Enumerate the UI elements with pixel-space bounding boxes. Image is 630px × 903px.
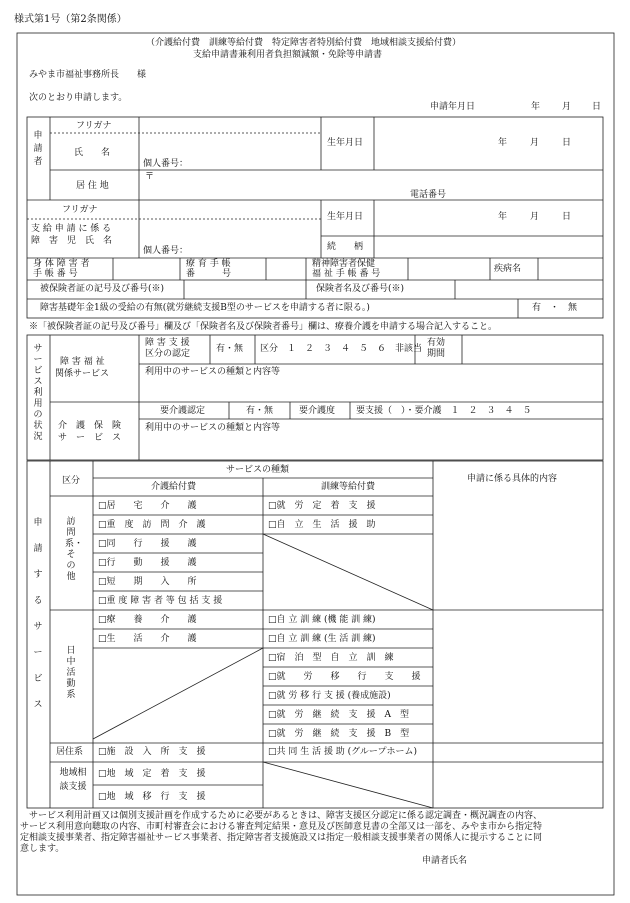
child-birth-month: 月 [530, 212, 540, 222]
applicant-side-label: 申請者 [33, 131, 43, 167]
service-jiritsu-kunren-kino[interactable]: □自 立 訓 練 (機 能 訓 練) [268, 615, 376, 625]
service-doko-engo[interactable]: □同 行 援 護 [98, 539, 197, 549]
physical-cert-label-1: 身 体 障 害 者 [33, 259, 90, 269]
service-kinds-header: サービスの種類 [226, 465, 290, 475]
support-cert-yesno: 有・無 [216, 344, 244, 354]
child-birth-day: 日 [562, 212, 572, 222]
valid-period-label-2: 期間 [427, 349, 446, 359]
service-kyodo-seikatsu-engo[interactable]: □共 同 生 活 援 助 (グループホーム) [268, 747, 417, 757]
date-day: 日 [592, 102, 602, 112]
houmon-category-label: 訪問系・その他 [65, 517, 84, 582]
service-kodo-engo[interactable]: □行 動 援 護 [98, 558, 197, 568]
insured-number-label: 被保険者証の記号及び番号(※) [40, 284, 165, 294]
child-personal-no-label: 個人番号： [143, 246, 189, 256]
care-level-label: 要介護度 [299, 406, 336, 416]
intro-text: 次のとおり申請します。 [29, 93, 128, 103]
applicant-personal-no-label: 個人番号： [143, 159, 189, 169]
applicant-birth-label: 生年月日 [327, 138, 364, 148]
child-birth-year: 年 [498, 212, 508, 222]
chiiki-category-label: 地域相談支援 [59, 768, 87, 792]
status-side-label: サービス利用の状況 [33, 344, 43, 442]
care-insurance-label-1: 介 護 保 険 [58, 421, 122, 431]
service-shuro-iko-yosei[interactable]: □就 労 移 行 支 援 (養成施設) [268, 691, 391, 701]
detail-header: 申請に係る具体的内容 [467, 474, 558, 484]
care-usage-label: 利用中のサービスの種類と内容等 [145, 423, 281, 433]
nicchu-category-label: 日中活動系 [66, 646, 76, 700]
applicant-birth-month: 月 [530, 138, 540, 148]
kaigo-header: 介護給付費 [151, 482, 197, 492]
care-level-options: 要支援（ ）・要介護 １ ２ ３ ４ ５ [356, 406, 532, 416]
child-relation-label: 続 柄 [327, 242, 364, 252]
service-shukuhaku-jiritsu-kunren[interactable]: □宿 泊 型 自 立 訓 練 [268, 653, 394, 663]
applicant-birth-year: 年 [498, 138, 508, 148]
consent-line1: サービス利用計画又は個別支援計画を作成するために必要があるときは、障害支援区分認定に係る認定調査・概況調査の内容、 [20, 811, 543, 821]
insurance-note: ※「被保険者証の記号及び番号」欄及び「保険者名及び保険者番号」欄は、療養介護を申請する場合記入すること。 [29, 322, 498, 332]
service-kyotaku-kaigo[interactable]: □居 宅 介 護 [98, 501, 197, 511]
applicant-postal-mark: 〒 [145, 172, 155, 182]
consent-line2: サービス利用意向聴取の内容、市町村審査会における審査判定結果・意見及び医師意見書の全部又は一部を、みやま市から指定特 [20, 822, 543, 832]
service-shuro-iko-shien[interactable]: □就 労 移 行 支 援 [268, 672, 421, 682]
services-side-label: 申請するサービス [33, 518, 43, 710]
applicant-name-label: 氏 名 [74, 148, 111, 158]
mental-cert-label-1: 精神障害者保健 [312, 259, 376, 269]
service-tanki-nyusho[interactable]: □短 期 入 所 [98, 577, 197, 587]
service-chiiki-teichaku-shien[interactable]: □地 域 定 着 支 援 [98, 769, 206, 779]
child-label-line1: 支 給 申 請 に 係 る [31, 224, 112, 234]
signer-label: 申請者氏名 [422, 856, 468, 866]
welfare-service-label-2: 関係サービス [55, 369, 110, 379]
care-cert-yesno: 有・無 [246, 406, 274, 416]
application-date-label: 申請年月日 [430, 102, 476, 112]
addressee: みやま市福祉事務所長 様 [29, 70, 147, 80]
kubun-header: 区分 [62, 476, 81, 486]
applicant-furigana-label: フリガナ [76, 121, 112, 131]
applicant-address-label: 居 住 地 [76, 181, 109, 191]
child-birth-label: 生年月日 [327, 212, 364, 222]
service-shisetsu-nyusho-shien[interactable]: □施 設 入 所 支 援 [98, 747, 206, 757]
disease-label: 疾病名 [494, 264, 522, 274]
applicant-birth-day: 日 [562, 138, 572, 148]
ryoiku-cert-label-2: 番 号 [186, 269, 232, 279]
service-seikatsu-kaigo[interactable]: □生 活 介 護 [98, 634, 197, 644]
service-ryoyo-kaigo[interactable]: □療 養 介 護 [98, 615, 197, 625]
care-insurance-label-2: サ ー ビ ス [58, 433, 122, 443]
service-judo-hokatsu-shien[interactable]: □重 度 障 害 者 等 包 括 支 援 [98, 596, 223, 606]
date-year: 年 [531, 102, 541, 112]
service-shuro-keizoku-b[interactable]: □就 労 継 続 支 援 B 型 [268, 729, 410, 739]
support-cert-label-2: 区分の認定 [145, 349, 191, 359]
service-chiiki-iko-shien[interactable]: □地 域 移 行 支 援 [98, 792, 206, 802]
form-number: 様式第1号（第2条関係） [14, 14, 127, 25]
child-furigana-label: フリガナ [62, 205, 98, 215]
service-shuro-teichaku-shien[interactable]: □就 労 定 着 支 援 [268, 501, 376, 511]
consent-line4: 意します。 [20, 844, 65, 854]
form-title-line1: （介護給付費 訓練等給付費 特定障害者特別給付費 地域相談支援給付費） [146, 38, 462, 48]
date-month: 月 [562, 102, 572, 112]
service-judo-houmon-kaigo[interactable]: □重 度 訪 問 介 護 [98, 520, 206, 530]
form-title-line2: 支給申請書兼利用者負担額減額・免除等申請書 [193, 50, 383, 60]
ryoiku-cert-label-1: 療 育 手 帳 [186, 259, 231, 269]
valid-period-label-1: 有効 [427, 338, 446, 348]
support-kubun-options: 区分 １ ２ ３ ４ ５ ６ 非該当 [260, 344, 423, 354]
physical-cert-label-2: 手 帳 番 号 [33, 269, 78, 279]
pension-yesno: 有 ・ 無 [532, 303, 578, 313]
kunren-header: 訓練等給付費 [321, 482, 376, 492]
support-cert-label-1: 障 害 支 援 [145, 338, 190, 348]
service-jiritsu-kunren-seikatsu[interactable]: □自 立 訓 練 (生 活 訓 練) [268, 634, 376, 644]
kyoju-category-label: 居住系 [56, 747, 84, 757]
service-shuro-keizoku-a[interactable]: □就 労 継 続 支 援 A 型 [268, 710, 410, 720]
consent-line3: 定相談支援事業者、指定障害福祉サービス事業者、指定障害者支援施設又は指定一般相談支援事業者の関係人に提示することに同 [20, 833, 543, 843]
care-cert-label: 要介護認定 [160, 406, 206, 416]
service-jiritsu-seikatsu-engo[interactable]: □自 立 生 活 援 助 [268, 520, 376, 530]
pension-label: 障害基礎年金1級の受給の有無(就労継続支援B型のサービスを申請する者に限る。) [40, 303, 370, 313]
welfare-service-label-1: 障 害 福 祉 [60, 357, 105, 367]
insurer-label: 保険者名及び番号(※) [316, 284, 405, 294]
welfare-usage-label: 利用中のサービスの種類と内容等 [145, 367, 281, 377]
applicant-phone-label: 電話番号 [410, 190, 447, 200]
child-label-line2: 障 害 児 氏 名 [31, 236, 113, 246]
mental-cert-label-2: 福 祉 手 帳 番 号 [312, 269, 381, 279]
